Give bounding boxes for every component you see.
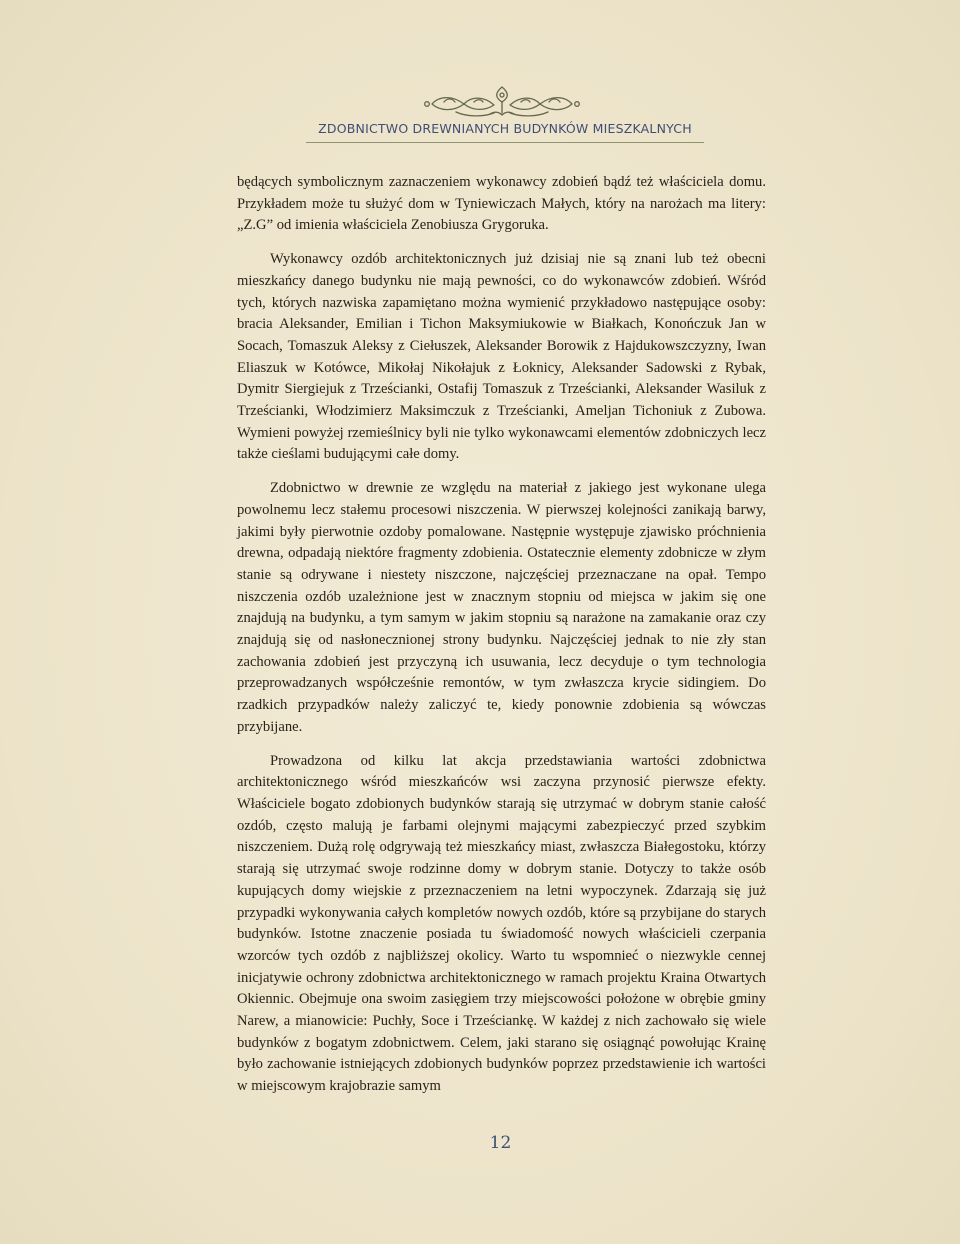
floral-ornament-icon xyxy=(422,84,582,120)
paragraph-preservation: Prowadzona od kilku lat akcja przedstawiania wartości zdobnictwa architektonicznego wśród mieszkańców wsi zaczyna przynosić pierwsze efekty. Właściciele bogato zdobionych budynków starają się utrzymać w dobrym stanie całość ozdób, często malują je farbami olejnymi mającymi zabezpieczyć przed szybkim niszczeniem. Dużą rolę odgrywają też mieszkańcy miast, zwłaszcza Białegostoku, którzy starają się utrzymać swoje rodzinne domy w dobrym stanie. Dotyczy to także osób kupujących domy wiejskie z przeznaczeniem na letni wypoczynek. Zdarzają się już przypadki wykonywania całych kompletów nowych ozdób, które są przybijane do starych budynków. Istotne znaczenie posiada tu świadomość nowych właścicieli czerpania wzorców tych ozdób z najbliższej okolicy. Warto tu wspomnieć o niezwykle cennej inicjatywie ochrony zdobnictwa architektonicznego w ramach projektu Kraina Otwartych Okiennic. Obejmuje ona swoim zasięgiem trzy miejscowości położone w obrębie gminy Narew, a mianowicie: Puchły, Soce i Trześciankę. W każdej z nich zachowało się wiele budynków z bogatym zdobnictwem. Celem, jaki starano się osiągnąć powołując Krainę było zachowanie istniejących zdobionych budynków poprzez przedstawienie ich wartości w miejscowym krajobrazie samym xyxy=(237,752,766,1095)
paragraph-craftsmen: Wykonawcy ozdób architektonicznych już dzisiaj nie są znani lub też obecni mieszkańcy danego budynku nie mają pewności, co do wykonawców zdobień. Wśród tych, których nazwiska zapamiętano można wymienić przykładowo następujące osoby: bracia Aleksander, Emilian i Tichon Maksymiukowie w Białkach, Konończuk Jan w Socach, Tomaszuk Aleksy z Ciełuszek, Aleksander Borowik z Hajdukowszczyzny, Iwan Eliaszuk w Kotówce, Mikołaj Nikołajuk z Łoknicy, Aleksander Sadowski z Rybak, Dymitr Siergiejuk z Trześcianki, Ostafij Tomaszuk z Trześcianki, Aleksander Wasiluk z Trześcianki, Włodzimierz Maksimczuk z Trześcianki, Ameljan Tichoniuk z Zubowa. Wymieni powyżej rzemieślnicy byli nie tylko wykonawcami elementów zdobniczych lecz także cieślami budującymi całe domy. xyxy=(237,251,766,463)
running-header xyxy=(300,84,710,146)
running-title: ZDOBNICTWO DREWNIANYCH BUDYNKÓW MIESZKALNYCH xyxy=(318,121,692,136)
paragraph-continuation: będących symbolicznym zaznaczeniem wykonawcy zdobień bądź też właściciela domu. Przykładem może tu służyć dom w Tyniewiczach Małych, który na narożach ma litery: „Z.G” od imienia właściciela Zenobiusza Grygoruka. xyxy=(237,174,766,234)
header-divider xyxy=(306,142,704,143)
article-body xyxy=(237,172,766,1098)
paragraph-deterioration: Zdobnictwo w drewnie ze względu na materiał z jakiego jest wykonane ulega powolnemu lecz stałemu procesowi niszczenia. W pierwszej kolejności zanikają barwy, jakimi były pierwotnie ozdoby pomalowane. Następnie występuje zjawisko próchnienia drewna, odpadają niektóre fragmenty zdobienia. Ostatecznie elementy zdobnicze w złym stanie są odrywane i niestety niszczone, najczęściej przeznaczane na opał. Tempo niszczenia ozdób uzależnione jest w znacznym stopniu od miejsca w jakim się one znajdują na budynku, a tym samym w jakim stopniu są narażone na zamakanie oraz czy znajdują się od nasłonecznionej strony budynku. Najczęściej jednak to nie zły stan zachowania zdobień jest przyczyną ich usuwania, lecz decyduje o tym technologia przeprowadzanych współcześnie remontów, w tym zwłaszcza krycie sidingiem. Do rzadkich przypadków należy zaliczyć te, kiedy ponownie zdobienia są wówczas przybijane. xyxy=(237,480,766,735)
page-number: 12 xyxy=(489,1133,512,1153)
